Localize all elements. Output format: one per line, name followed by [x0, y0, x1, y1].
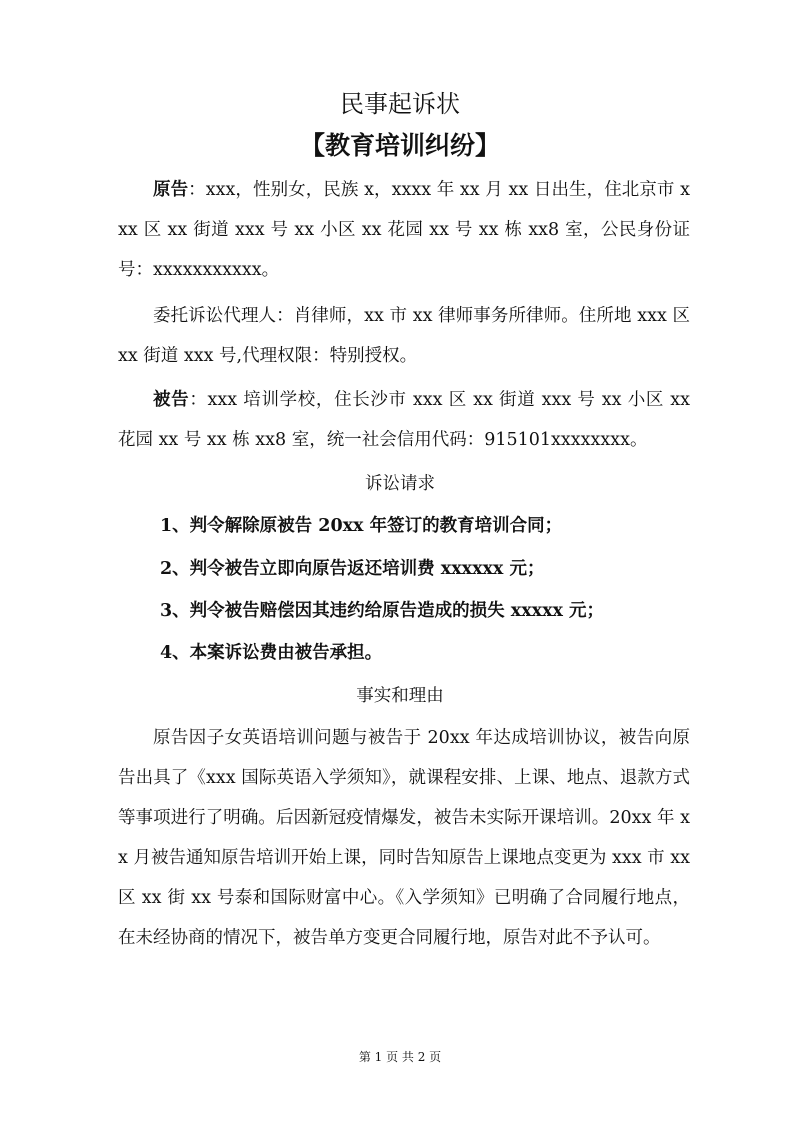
claim-item: 2、判令被告立即向原告返还培训费 xxxxxx 元； [160, 559, 545, 579]
document-subtitle: 【教育培训纠纷】 [299, 131, 500, 160]
plaintiff-label: 原告 [153, 180, 189, 200]
document-title: 民事起诉状 [340, 90, 460, 118]
plaintiff-paragraph [118, 170, 690, 290]
claim-item: 1、判令解除原被告 20xx 年签订的教育培训合同； [160, 516, 563, 536]
defendant-paragraph [118, 380, 690, 460]
claim-item: 4、本案诉讼费由被告承担。 [160, 643, 383, 663]
claim-item: 3、判令被告赔偿因其违约给原告造成的损失 xxxxx 元； [160, 601, 605, 621]
facts-heading: 事实和理由 [356, 686, 444, 706]
agent-paragraph: 委托诉讼代理人：肖律师，xx 市 xx 律师事务所律师。住所地 xxx 区 xx 街道 xxx 号,代理权限：特别授权。 [118, 306, 690, 366]
facts-paragraph: 原告因子女英语培训问题与被告于 20xx 年达成培训协议，被告向原告出具了《xxx 国际英语入学须知》，就课程安排、上课、地点、退款方式等事项进行了明确。后因新冠疫情爆发，被告未实际开课培训。20xx 年 xx 月被告通知原告培训开始上课，同时告知原告上课地点变更为 xxx 市 xx 区 xx 街 xx 号泰和国际财富中心。《入学须知》已明确了合同履行地点，在未经协商的情况下，被告单方变更合同履行地，原告对此不予认可。 [118, 728, 690, 948]
claims-heading: 诉讼请求 [365, 474, 435, 494]
defendant-text: ：xxx 培训学校，住长沙市 xxx 区 xx 街道 xxx 号 xx 小区 xx 花园 xx 号 xx 栋 xx8 室，统一社会信用代码：915101xxxxxxxx。 [118, 390, 690, 450]
plaintiff-text: ：xxx，性别女，民族 x，xxxx 年 xx 月 xx 日出生，住北京市 xxx 区 xx 街道 xxx 号 xx 小区 xx 花园 xx 号 xx 栋 xx8 室，公民身份证号：xxxxxxxxxxx。 [118, 180, 690, 280]
page-footer: 第 1 页 共 2 页 [358, 1050, 442, 1064]
defendant-label: 被告 [153, 390, 190, 410]
